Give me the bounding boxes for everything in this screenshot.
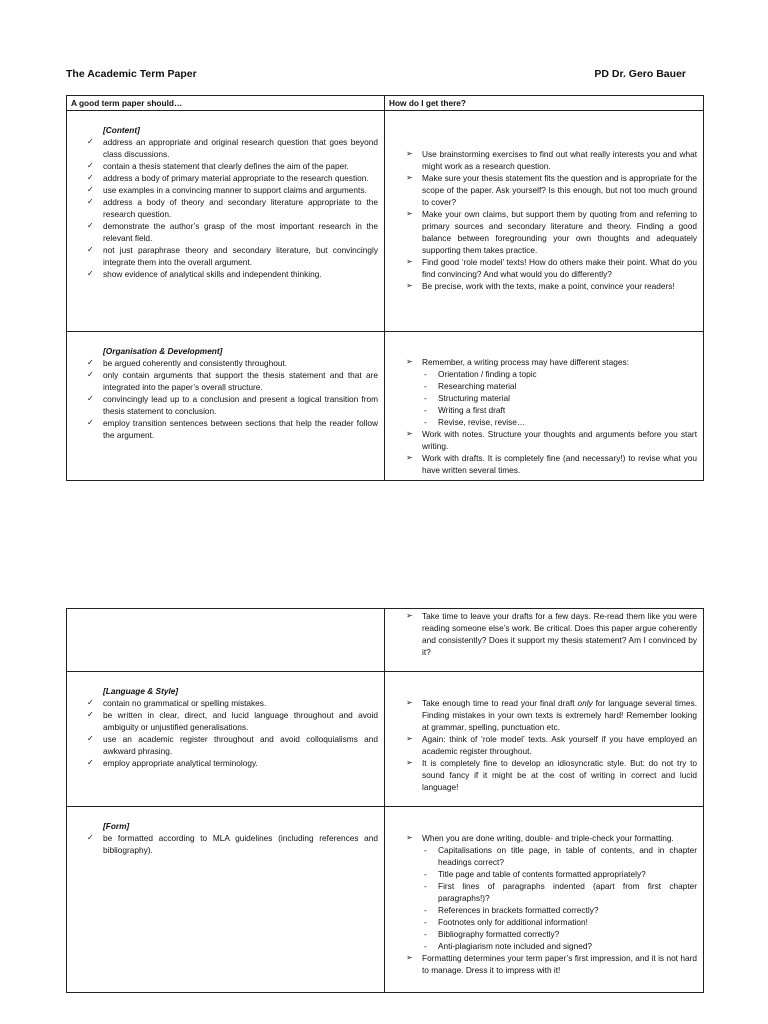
- list-item: ✓ employ appropriate analytical terminology.: [103, 757, 378, 769]
- form-right-cell: [385, 807, 704, 993]
- content-right-cell: [385, 111, 704, 332]
- section-title-content: [Content]: [103, 125, 140, 135]
- organisation-left-cell: [67, 332, 385, 481]
- language-right-cell: [385, 672, 704, 807]
- list-item: - Structuring material: [422, 392, 697, 404]
- list-item: ➢ Work with notes. Structure your thoughts and arguments before you start writing.: [422, 428, 697, 452]
- list-item: ✓ address a body of theory and secondary literature appropriate to the research question.: [103, 196, 378, 220]
- list-item: ✓ convincingly lead up to a conclusion and present a logical transition from thesis statement to conclusion.: [103, 393, 378, 417]
- list-item-text: Take enough time to read your final draft: [422, 698, 578, 708]
- language-tips-list: [422, 697, 697, 793]
- list-item: ✓ demonstrate the author’s grasp of the most important research in the relevant field.: [103, 220, 378, 244]
- term-paper-table-part-2: [66, 608, 704, 993]
- list-item: ➢ It is completely fine to develop an idiosyncratic style. But: do not try to sound fancy if it might be at the cost of writing in correct and lucid language!: [422, 757, 697, 793]
- organisation-criteria-list: [103, 357, 378, 441]
- list-item: - Capitalisations on title page, in table of contents, and in chapter headings correct?: [422, 844, 697, 868]
- list-item-text: for language several times. Finding mistakes in your own texts is extremely hard! Remember looking at grammar, spelling, punctuation etc.: [422, 698, 697, 732]
- table-header-row: [67, 96, 704, 111]
- language-left-cell: [67, 672, 385, 807]
- list-item: ✓ employ transition sentences between sections that help the reader follow the argument.: [103, 417, 378, 441]
- list-item: - Anti-plagiarism note included and signed?: [422, 940, 697, 952]
- list-item: ➢ Use brainstorming exercises to find out what really interests you and what might work as a research question.: [422, 148, 697, 172]
- list-item: ➢ Make sure your thesis statement fits the question and is appropriate for the scope of the paper. Ask yourself? Is this enough, but not too much ground to cover?: [422, 172, 697, 208]
- row-content: [67, 111, 704, 332]
- stages-list: [422, 368, 697, 428]
- list-item: - Footnotes only for additional information!: [422, 916, 697, 928]
- document-title: The Academic Term Paper: [66, 68, 197, 80]
- list-item: ➢ Work with drafts. It is completely fine (and necessary!) to revise what you have written several times.: [422, 452, 697, 476]
- list-item: ✓ not just paraphrase theory and secondary literature, but convincingly integrate them into the overall argument.: [103, 244, 378, 268]
- list-item: - First lines of paragraphs indented (apart from first chapter paragraphs!)?: [422, 880, 697, 904]
- form-checks-list: [422, 844, 697, 952]
- list-item: - Revise, revise, revise…: [422, 416, 697, 428]
- list-item: ✓ use examples in a convincing manner to support claims and arguments.: [103, 184, 378, 196]
- list-item: ✓ only contain arguments that support the thesis statement and that are integrated into the paper’s overall structure.: [103, 369, 378, 393]
- list-item: ✓ be formatted according to MLA guidelines (including references and bibliography).: [103, 832, 378, 856]
- organisation-right-cell: [385, 332, 704, 481]
- content-tips-list: [422, 148, 697, 292]
- list-item: [422, 697, 697, 733]
- list-item: ➢ Formatting determines your term paper’s first impression, and it is not hard to manage. Dress it to impress with it!: [422, 952, 697, 976]
- list-item: ✓ use an academic register throughout and avoid colloquialisms and awkward phrasing.: [103, 733, 378, 757]
- col-header-good-paper: A good term paper should…: [67, 96, 385, 111]
- row-organisation: [67, 332, 704, 481]
- list-item: - Orientation / finding a topic: [422, 368, 697, 380]
- col-header-how-to: How do I get there?: [385, 96, 704, 111]
- list-item: - Bibliography formatted correctly?: [422, 928, 697, 940]
- continuation-tips-list: [422, 610, 697, 658]
- section-title-form: [Form]: [103, 821, 130, 831]
- list-item: - Researching material: [422, 380, 697, 392]
- content-left-cell: [67, 111, 385, 332]
- author-name: PD Dr. Gero Bauer: [594, 68, 686, 80]
- list-item: [422, 356, 697, 428]
- list-item: ➢ Be precise, work with the texts, make a point, convince your readers!: [422, 280, 697, 292]
- row-form: [67, 807, 704, 993]
- stages-intro: Remember, a writing process may have different stages:: [422, 357, 629, 367]
- list-item: ✓ be written in clear, direct, and lucid language throughout and avoid ambiguity or unjustified generalisations.: [103, 709, 378, 733]
- language-criteria-list: [103, 697, 378, 769]
- list-item: ➢ Make your own claims, but support them by quoting from and referring to primary sources and secondary literature and theory. Finding a good balance between foregrounding your own thoughts and adequately supporting them takes practice.: [422, 208, 697, 256]
- list-item: - Title page and table of contents formatted appropriately?: [422, 868, 697, 880]
- list-item: ➢ Take time to leave your drafts for a few days. Re-read them like you were reading someone else’s work. Be critical. Does this paper argue coherently and consistently? Does it support my thesis statement? Am I convinced by it?: [422, 610, 697, 658]
- continuation-right-cell: [385, 609, 704, 672]
- list-item: ✓ contain no grammatical or spelling mistakes.: [103, 697, 378, 709]
- list-item: [422, 832, 697, 952]
- section-title-language: [Language & Style]: [103, 686, 179, 696]
- emphasis-only: only: [577, 698, 593, 708]
- list-item: ✓ address a body of primary material appropriate to the research question.: [103, 172, 378, 184]
- list-item: - Writing a first draft: [422, 404, 697, 416]
- section-title-organisation: [Organisation & Development]: [103, 346, 223, 356]
- list-item: - References in brackets formatted correctly?: [422, 904, 697, 916]
- form-criteria-list: [103, 832, 378, 856]
- row-language: [67, 672, 704, 807]
- form-left-cell: [67, 807, 385, 993]
- continuation-left-cell: [67, 609, 385, 672]
- form-tips-list: [422, 832, 697, 976]
- list-item: ✓ show evidence of analytical skills and independent thinking.: [103, 268, 378, 280]
- row-continuation: [67, 609, 704, 672]
- list-item: ➢ Again: think of ‘role model’ texts. Ask yourself if you have employed an academic register throughout.: [422, 733, 697, 757]
- list-item: ✓ address an appropriate and original research question that goes beyond class discussions.: [103, 136, 378, 160]
- list-item: ✓ contain a thesis statement that clearly defines the aim of the paper.: [103, 160, 378, 172]
- organisation-tips-list: [422, 356, 697, 476]
- term-paper-table-part-1: [66, 95, 704, 481]
- page-header: [66, 68, 706, 84]
- form-checks-intro: When you are done writing, double- and triple-check your formatting.: [422, 833, 674, 843]
- list-item: ✓ be argued coherently and consistently throughout.: [103, 357, 378, 369]
- content-criteria-list: [103, 136, 378, 280]
- list-item: ➢ Find good ‘role model’ texts! How do others make their point. What do you find convincing? And what would you do differently?: [422, 256, 697, 280]
